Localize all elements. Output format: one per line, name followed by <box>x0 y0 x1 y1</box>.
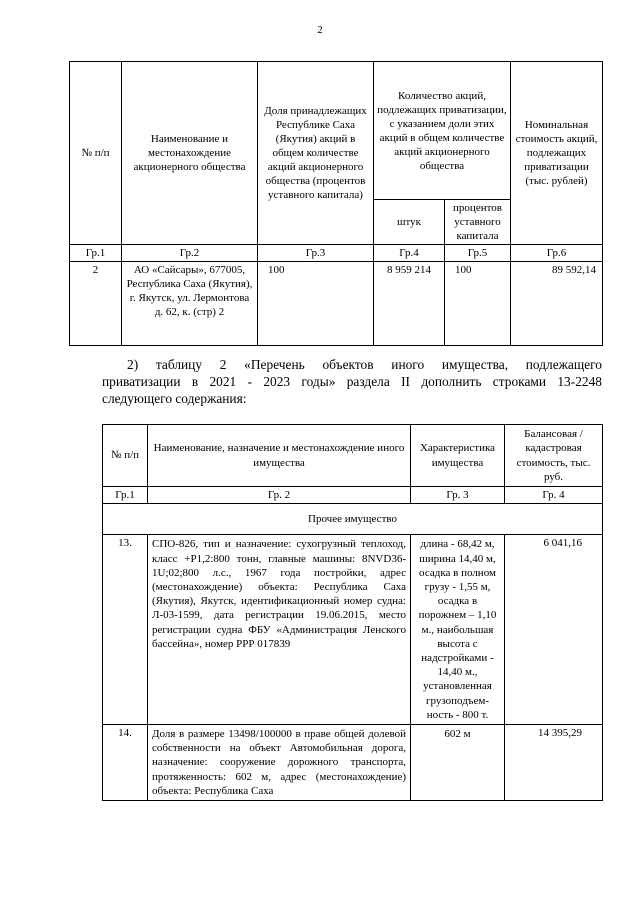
group-cell: Гр.3 <box>258 245 374 262</box>
row-name: Доля в размере 13498/100000 в праве общей долевой собственности на объект Автомобильная дорога, назначение: сооружение дорожного транспорта, протяженность: 602 м, адрес (местонахождение) объекта: Республика Саха <box>148 725 411 801</box>
header-qty-pct: процентов уставного капитала <box>445 200 511 245</box>
row-pcs: 8 959 214 <box>374 262 445 346</box>
header-name: Наименование и местонахождение акционерного общества <box>122 62 258 245</box>
group-cell: Гр.1 <box>103 487 148 504</box>
shares-table <box>69 61 603 346</box>
property-table <box>102 424 603 801</box>
page-number: 2 <box>317 24 323 36</box>
header-nominal: Номинальная стоимость акций, подлежащих приватизации (тыс. рублей) <box>511 62 603 245</box>
table-row <box>103 725 603 801</box>
group-row <box>103 487 603 504</box>
row-num: 13. <box>103 535 148 725</box>
row-characteristics: длина - 68,42 м, ширина 14,40 м, осадка в полном грузу - 1,55 м, осадка в порожнем – 1,10 м., наибольшая высота с надстройками - 14,40 м., установленная грузоподъем-ность - 800 т. <box>411 535 505 725</box>
row-characteristics: 602 м <box>411 725 505 801</box>
group-row <box>70 245 603 262</box>
paragraph-line-3: следующего содержания: <box>102 391 247 406</box>
row-value: 6 041,16 <box>505 535 603 725</box>
group-cell: Гр.2 <box>122 245 258 262</box>
row-num: 2 <box>70 262 122 346</box>
header-num: № п/п <box>103 425 148 487</box>
row-value: 14 395,29 <box>505 725 603 801</box>
header-qty-pcs: штук <box>374 200 445 245</box>
header-value: Балансовая / кадастровая стоимость, тыс. руб. <box>505 425 603 487</box>
header-characteristics: Характеристика имущества <box>411 425 505 487</box>
header-share: Доля принадлежащих Республике Саха (Якутия) акций в общем количестве акций акционерного общества (процентов уставного капитала) <box>258 62 374 245</box>
row-share: 100 <box>258 262 374 346</box>
row-pct: 100 <box>445 262 511 346</box>
group-cell: Гр. 4 <box>505 487 603 504</box>
paragraph-line-1: 2) таблицу 2 «Перечень объектов иного имущества, подлежащего <box>127 357 602 372</box>
group-cell: Гр.5 <box>445 245 511 262</box>
row-nominal: 89 592,14 <box>511 262 603 346</box>
row-name: СПО-826, тип и назначение: сухогрузный теплоход, класс +Р1,2:800 тонн, главные машины: 8NVD36-1U;02;800 л.с., 1967 года постройки, адрес (местонахождение) объекта: Республика Саха (Якутия), Якутск, идентификационный номер судна: Л-03-1599, дата регистрации 19.06.2015, место регистрации судна ФБУ «Администрация Ленского бассейна», номер РРР 017839 <box>148 535 411 725</box>
group-cell: Гр. 3 <box>411 487 505 504</box>
row-num: 14. <box>103 725 148 801</box>
row-name: АО «Сайсары», 677005, Республика Саха (Якутия), г. Якутск, ул. Лермонтова д. 62, к. (стр) 2 <box>122 262 258 346</box>
header-name: Наименование, назначение и местонахождение иного имущества <box>148 425 411 487</box>
table-row <box>103 535 603 725</box>
group-cell: Гр.1 <box>70 245 122 262</box>
section-title: Прочее имущество <box>103 504 603 535</box>
group-cell: Гр.4 <box>374 245 445 262</box>
group-cell: Гр.6 <box>511 245 603 262</box>
header-qty: Количество акций, подлежащих приватизации, с указанием доли этих акций в общем количестве акций акционерного общества <box>374 62 511 200</box>
table-row <box>70 262 603 346</box>
group-cell: Гр. 2 <box>148 487 411 504</box>
paragraph-line-2: приватизации в 2021 - 2023 годы» раздела II дополнить строками 13-2248 <box>102 374 602 389</box>
header-num: № п/п <box>70 62 122 245</box>
